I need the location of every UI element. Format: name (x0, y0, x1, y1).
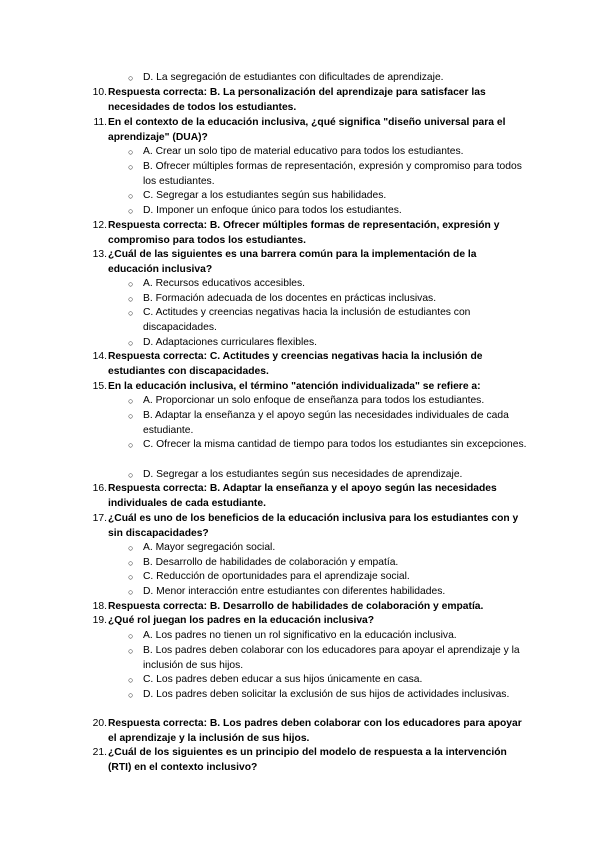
bullet-icon: ○ (128, 646, 134, 656)
bullet-icon: ○ (128, 191, 134, 201)
bullet-icon: ○ (128, 675, 134, 685)
bullet-icon: ○ (128, 73, 134, 83)
bullet-icon: ○ (128, 147, 134, 157)
document-page: ○ D. La segregación de estudiantes con dificultades de aprendizaje. 10. Respuesta correcta: B. La personalización del aprendizaje para satisfacer las necesidades de todos los estudiantes. 11. En el contexto de la educación inclusiva, ¿qué significa "diseño universal para el aprendizaje" (DUA)? ○ A. Crear un solo tipo de material educativo para todos los estudiantes. ○ B. Ofrecer múltiples formas de representación, expresión y compromiso para todos los estudiantes. ○ C. Segregar a los estudiantes según sus habilidades. ○ D. Imponer un enfoque único para todos los estudiantes. 12. Respuesta correcta: B. Ofrecer múltiples formas de representación, expresión y compromiso para todos los estudiantes. 13. ¿Cuál de las siguientes es una barrera común para la implementación de la educación inclusiva? ○ A. Recursos educativos accesibles. ○ B. Formación adecuada de los docentes en prácticas inclusivas. ○ C. Actitudes y creencias negativas hacia la inclusión de estudiantes con discapacidades. ○ D. Adaptaciones curriculares flexibles. 14. Respuesta correcta: C. Actitudes y creencias negativas hacia la inclusión de estudiantes con discapacidades. 15. En la educación inclusiva, el término "atención individualizada" se refiere a: ○ A. Proporcionar un solo enfoque de enseñanza para todos los estudiantes. ○ B. Adaptar la enseñanza y el apoyo según las necesidades individuales de cada estudiante. ○ C. Ofrecer la misma cantidad de tiempo para todos los estudiantes sin excepciones. ○ D. Segregar a los estudiantes según sus necesidades de aprendizaje. 16. Respuesta correcta: B. Adaptar la enseñanza y el apoyo según las necesidades individuales de cada estudiante. 17. ¿Cuál es uno de los beneficios de la educación inclusiva para los estudiantes con y sin discapacidades? ○ A. Mayor segregación social. ○ B. Desarrollo de habilidades de colaboración y empatía. ○ C. Reducción de oportunidades para el aprendizaje social. ○ D. Menor interacción entre estudiantes con diferentes habilidades. 18. Respuesta correcta: B. Desarrollo de habilidades de colaboración y empatía. 19. ¿Qué rol juegan los padres en la educación inclusiva? ○ A. Los padres no tienen un rol significativo en la educación inclusiva. ○ B. Los padres deben colaborar con los educadores para apoyar el aprendizaje y la inclusión de sus hijos. ○ C. Los padres deben educar a sus hijos únicamente en casa. ○ D. Los padres deben solicitar la exclusión de sus hijos de actividades inclusivas. 20. Respuesta correcta: B. Los padres deben colaborar con los educadores para apoyar el aprendizaje y la inclusión de sus hijos. 21. ¿Cuál de los siguientes es un principio del modelo de respuesta a la intervención (RTI) en el contexto inclusivo? (92, 72, 527, 773)
bullet-icon: ○ (128, 690, 134, 700)
bullet-icon: ○ (128, 279, 134, 289)
bullet-icon: ○ (128, 587, 134, 597)
bullet-icon: ○ (128, 396, 134, 406)
bullet-icon: ○ (128, 558, 134, 568)
bullet-icon: ○ (128, 294, 134, 304)
bullet-icon: ○ (128, 543, 134, 553)
bullet-icon: ○ (128, 572, 134, 582)
bullet-icon: ○ (128, 162, 134, 172)
bullet-icon: ○ (128, 411, 134, 421)
bullet-icon: ○ (128, 470, 134, 480)
bullet-icon: ○ (128, 338, 134, 348)
bullet-icon: ○ (128, 440, 134, 450)
bullet-icon: ○ (128, 308, 134, 318)
bullet-icon: ○ (128, 206, 134, 216)
bullet-icon: ○ (128, 631, 134, 641)
